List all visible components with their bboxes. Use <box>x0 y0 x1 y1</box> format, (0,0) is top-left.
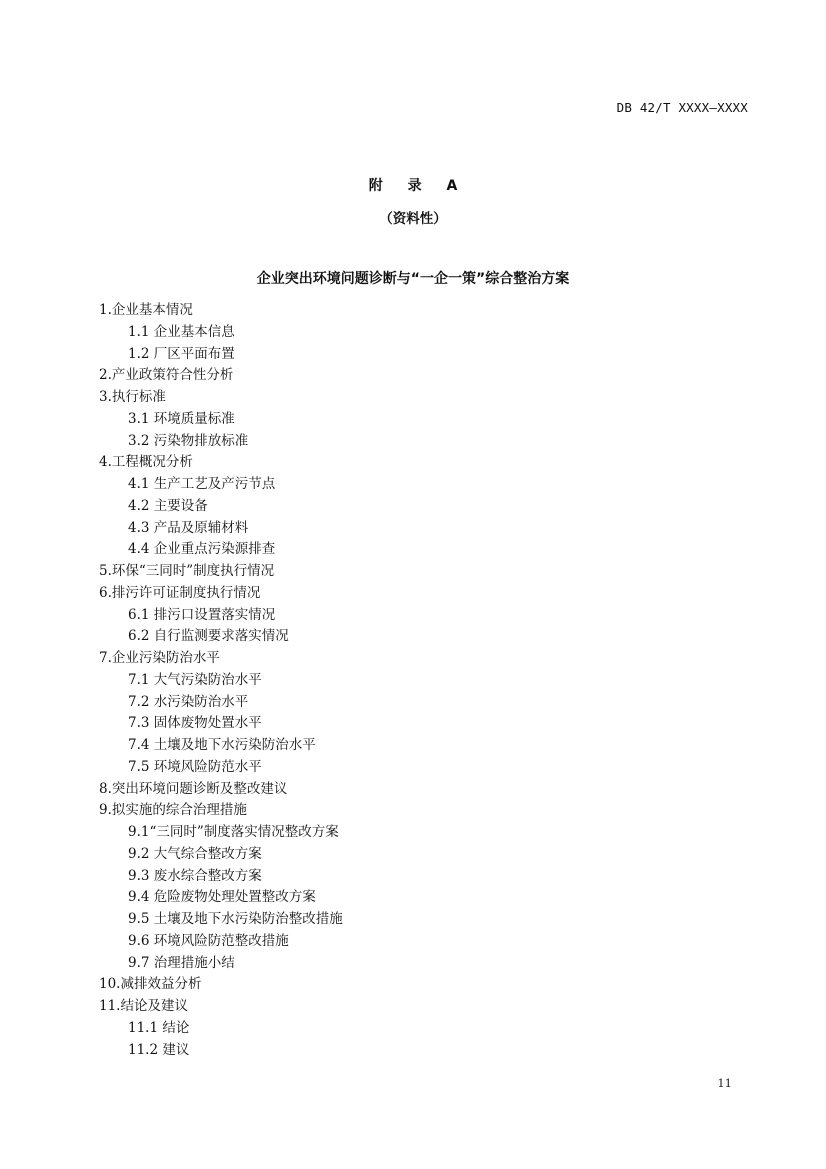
toc-subsection-item: 9.4 危险废物处理处置整改方案 <box>128 889 316 906</box>
toc-subsection-item: 3.2 污染物排放标准 <box>128 432 249 449</box>
toc-section-item: 3.执行标准 <box>99 389 166 405</box>
appendix-title: 附 录 A <box>368 178 468 194</box>
toc-subsection-item: 1.1 企业基本信息 <box>128 323 235 340</box>
toc-subsection-item: 7.2 水污染防治水平 <box>128 693 249 710</box>
toc-subsection-item: 7.5 环境风险防范水平 <box>128 758 262 775</box>
toc-subsection-item: 4.1 生产工艺及产污节点 <box>128 476 276 492</box>
toc-subsection-item: 3.1 环境质量标准 <box>128 410 235 427</box>
toc-subsection-item: 9.1“三同时”制度落实情况整改方案 <box>128 824 339 840</box>
toc-subsection-item: 9.3 废水综合整改方案 <box>128 867 262 884</box>
toc-section-item: 2.产业政策符合性分析 <box>99 367 234 384</box>
toc-subsection-item: 4.4 企业重点污染源排查 <box>128 541 276 558</box>
toc-section-item: 1.企业基本情况 <box>99 302 193 318</box>
document-title: 企业突出环境问题诊断与“一企一策”综合整治方案 <box>256 271 570 287</box>
page-number: 11 <box>717 1076 732 1090</box>
toc-subsection-item: 9.7 治理措施小结 <box>128 954 235 971</box>
toc-subsection-item: 6.1 排污口设置落实情况 <box>128 606 276 623</box>
toc-section-item: 5.环保“三同时”制度执行情况 <box>99 563 275 579</box>
toc-subsection-item: 11.2 建议 <box>128 1041 190 1058</box>
toc-section-item: 7.企业污染防治水平 <box>99 650 220 666</box>
toc-subsection-item: 7.4 土壤及地下水污染防治水平 <box>128 737 316 753</box>
toc-subsection-item: 9.2 大气综合整改方案 <box>128 845 262 862</box>
toc-subsection-item: 4.3 产品及原辅材料 <box>128 519 249 536</box>
toc-subsection-item: 7.3 固体废物处置水平 <box>128 715 262 732</box>
toc-subsection-item: 9.5 土壤及地下水污染防治整改措施 <box>128 911 343 927</box>
toc-section-item: 8.突出环境问题诊断及整改建议 <box>99 780 288 797</box>
toc-subsection-item: 1.2 厂区平面布置 <box>128 345 235 362</box>
toc-section-item: 10.减排效益分析 <box>99 976 202 993</box>
toc-subsection-item: 11.1 结论 <box>128 1019 190 1036</box>
table-of-contents <box>99 300 739 1061</box>
toc-section-item: 9.拟实施的综合治理措施 <box>99 802 247 819</box>
toc-section-item: 11.结论及建议 <box>99 998 188 1014</box>
toc-section-item: 6.排污许可证制度执行情况 <box>99 584 261 601</box>
appendix-nature: （资料性） <box>379 211 447 227</box>
standard-code: DB 42/T XXXX—XXXX <box>616 100 748 115</box>
toc-subsection-item: 7.1 大气污染防治水平 <box>128 671 262 688</box>
toc-subsection-item: 9.6 环境风险防范整改措施 <box>128 932 289 949</box>
toc-section-item: 4.工程概况分析 <box>99 454 193 471</box>
toc-subsection-item: 6.2 自行监测要求落实情况 <box>128 628 289 645</box>
toc-subsection-item: 4.2 主要设备 <box>128 497 208 514</box>
